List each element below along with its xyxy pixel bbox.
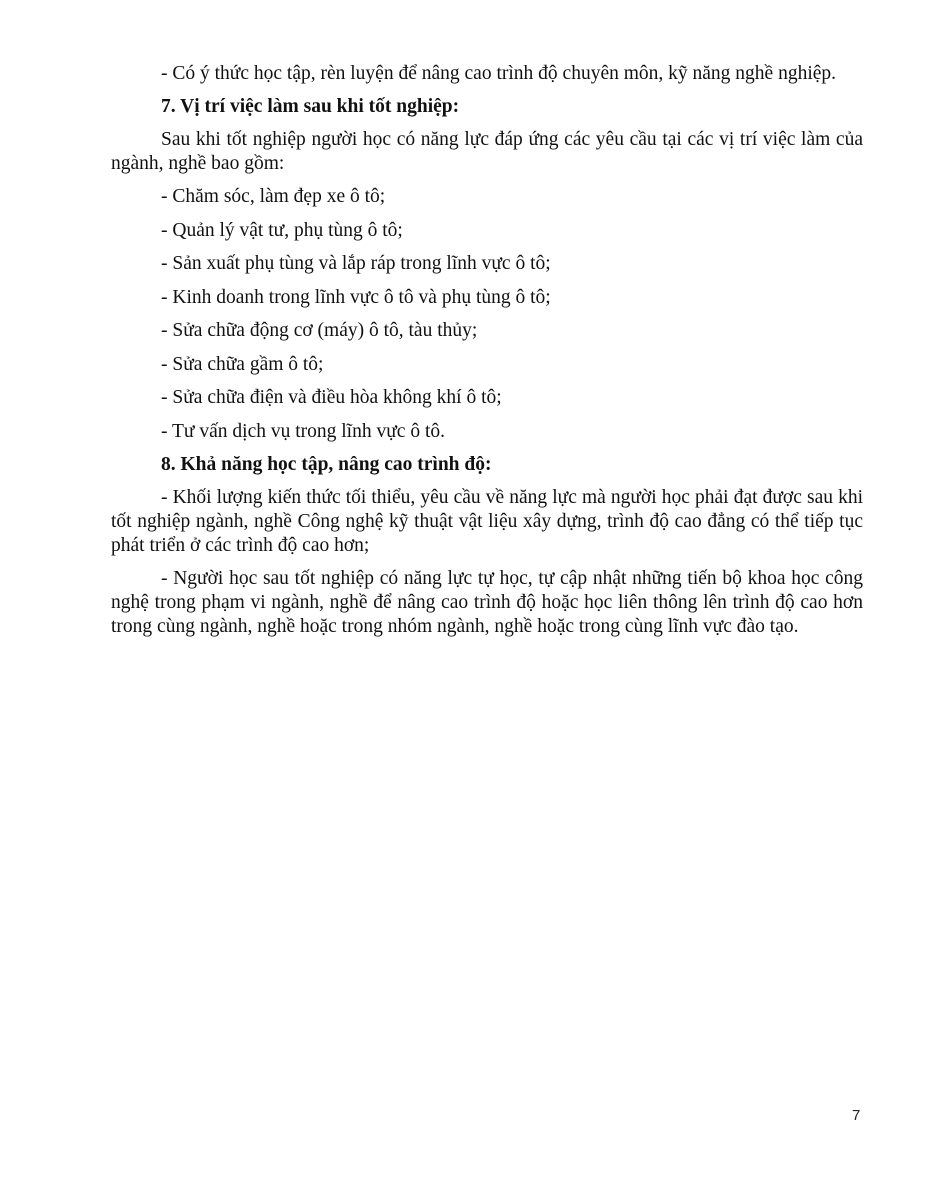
list-item: - Sửa chữa điện và điều hòa không khí ô tô; xyxy=(161,387,502,408)
section-7-heading: 7. Vị trí việc làm sau khi tốt nghiệp: xyxy=(161,96,460,117)
list-item: - Sửa chữa gầm ô tô; xyxy=(161,353,324,375)
document-page xyxy=(111,62,863,648)
list-item: - Quản lý vật tư, phụ tùng ô tô; xyxy=(161,219,403,241)
list-item: - Sửa chữa động cơ (máy) ô tô, tàu thủy; xyxy=(161,320,478,341)
list-item: - Sản xuất phụ tùng và lắp ráp trong lĩnh vực ô tô; xyxy=(161,253,551,274)
section-8-heading: 8. Khả năng học tập, nâng cao trình độ: xyxy=(161,454,492,475)
list-item: - Tư vấn dịch vụ trong lĩnh vực ô tô. xyxy=(161,420,445,442)
list-item: - Kinh doanh trong lĩnh vực ô tô và phụ tùng ô tô; xyxy=(161,286,551,308)
section-8-paragraph: - Người học sau tốt nghiệp có năng lực tự học, tự cập nhật những tiến bộ khoa học công nghệ trong phạm vi ngành, nghề để nâng cao trình độ hoặc học liên thông lên trình độ cao hơn trong cùng ngành, nghề hoặc trong nhóm ngành, nghề hoặc trong cùng lĩnh vực đào tạo. xyxy=(111,568,863,637)
section-8-paragraph: - Khối lượng kiến thức tối thiểu, yêu cầu về năng lực mà người học phải đạt được sau khi tốt nghiệp ngành, nghề Công nghệ kỹ thuật vật liệu xây dựng, trình độ cao đẳng có thể tiếp tục phát triển ở các trình độ cao hơn; xyxy=(111,487,863,556)
section-7-intro: Sau khi tốt nghiệp người học có năng lực đáp ứng các yêu cầu tại các vị trí việc làm của ngành, nghề bao gồm: xyxy=(111,129,863,174)
intro-paragraph: - Có ý thức học tập, rèn luyện để nâng cao trình độ chuyên môn, kỹ năng nghề nghiệp. xyxy=(161,63,837,84)
job-positions-list xyxy=(111,185,863,444)
page-number: 7 xyxy=(852,1107,861,1124)
list-item: - Chăm sóc, làm đẹp xe ô tô; xyxy=(161,186,386,207)
